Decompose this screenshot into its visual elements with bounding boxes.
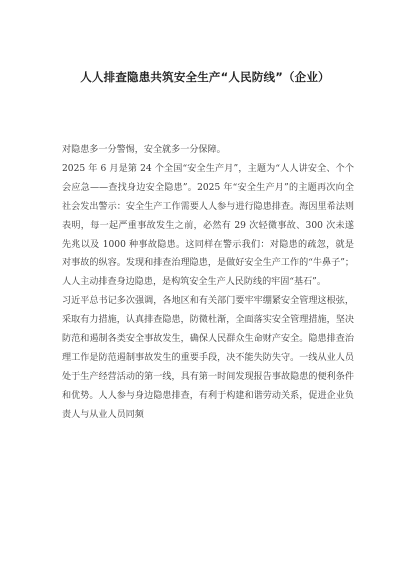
paragraph-safety-month: 2025 年 6 月是第 24 个全国“安全生产月”，主题为“人人讲安全、个个会应急——查找身边安全隐患”。2025 年“安全生产月”的主题再次向全社会发出警示：安全生产工作需要人人参与进行隐患排查。海因里希法则表明，每一起严重事故发生之前，必然有 29 次轻微事故、300 次未遂先兆以及 1000 种事故隐患。这同样在警示我们：对隐患的疏忽，就是对事故的纵容。发现和排查治理隐患，是做好安全生产工作的“牛鼻子”；人人主动排查身边隐患，是构筑安全生产人民防线的牢固“基石”。 [62, 163, 354, 288]
paragraph-instructions: 习近平总书记多次强调，各地区和有关部门要牢牢绷紧安全管理这根弦， 采取有力措施，认真排查隐患，防微杜渐，全面落实安全管理措施，坚决防范和遏制各类安全事故发生，确保人民群众生命财产安全。隐患排查治理工作是防范遏制事故发生的重要手段，决不能失防失守。一线从业人员处于生产经营活动的第一线，具有第一时间发现报告事故隐患的便利条件和优势。人人参与身边隐患排查，有利于构建和谐劳动关系，促进企业负责人与从业人员同频 [62, 296, 354, 420]
paragraph-intro: 对隐患多一分警惕，安全就多一分保障。 [62, 145, 226, 155]
document-title: 人人排查隐患共筑安全生产“人民防线”（企业） [80, 70, 330, 84]
document-body [62, 141, 354, 425]
